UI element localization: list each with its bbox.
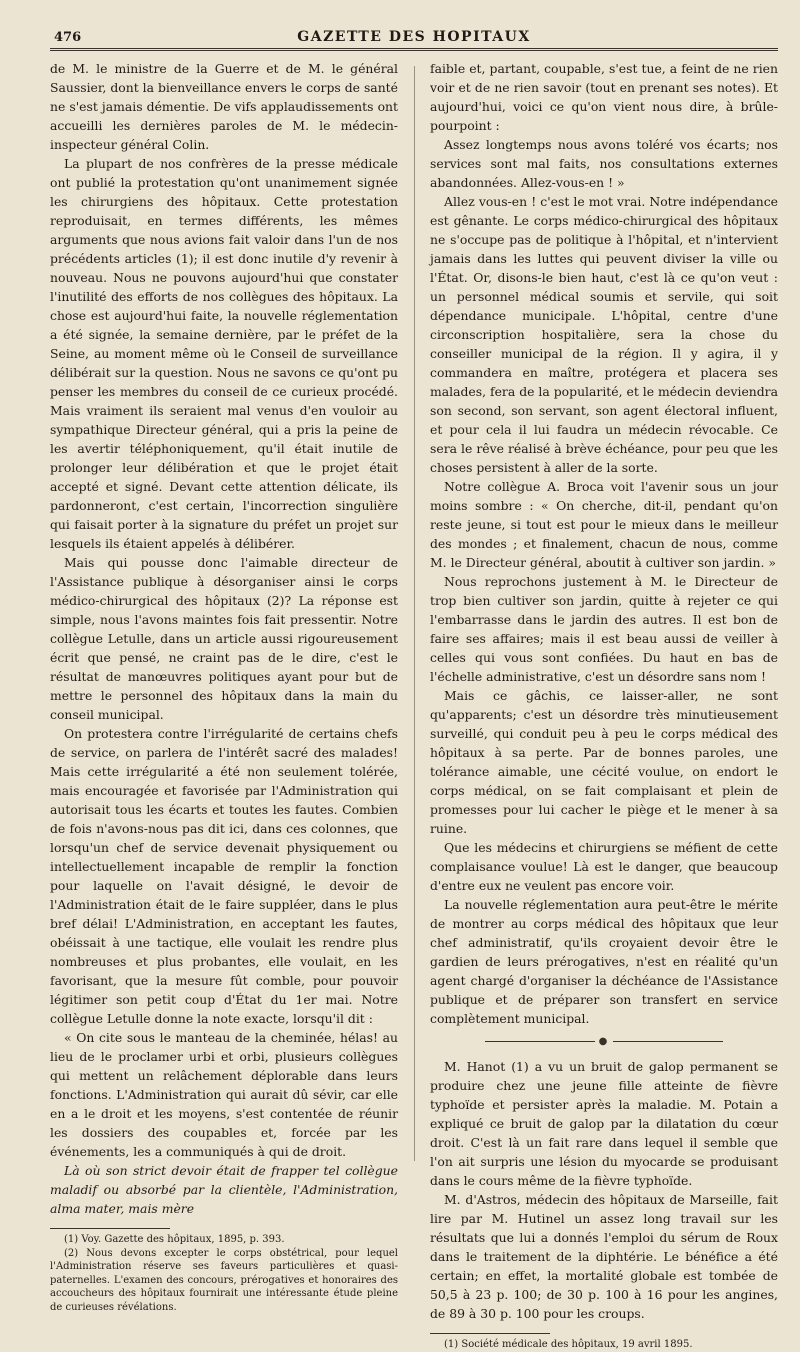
paragraph: Là où son strict devoir était de frapper tel collègue maladif ou absorbé par la clientèle, l'Administration, alma mater, mais mère (50, 1163, 398, 1216)
paragraph: Mais ce gâchis, ce laisser-aller, ne sont qu'apparents; c'est un désordre très minutieusement surveillé, qui conduit peu à peu le corps médical des hôpitaux à sa perte. Par de bonnes paroles, une tolérance aimable, une cécité voulue, on endort le corps médical, on se fait complaisant et plein de promesses pour lui cacher le piège et le mener à sa ruine. (430, 688, 778, 836)
running-head: GAZETTE DES HOPITAUX (297, 29, 531, 45)
paragraph: La nouvelle réglementation aura peut-être le mérite de montrer au corps médical des hôpitaux que leur chef administratif, qu'ils croyaient devoir être le gardien de leurs prérogatives, n'est en réalité qu'un agent chargé d'organiser la déchéance de l'Assistance publique et de préparer son transfert en service complètement municipal. (430, 897, 778, 1026)
paragraph: de M. le ministre de la Guerre et de M. le général Saussier, dont la bienveillance envers le corps de santé ne s'est jamais démentie. De vifs applaudissements ont accueilli les dernières paroles de M. le médecin-inspecteur général Colin. (50, 61, 398, 152)
paragraph: faible et, partant, coupable, s'est tue, a feint de ne rien voir et de ne rien savoir (tout en prenant ses notes). Et aujourd'hui, voici ce qu'on vient nous dire, à brûle-pourpoint : (430, 61, 778, 133)
footnote-rule (430, 1333, 550, 1334)
paragraph: « On cite sous le manteau de la cheminée, hélas! au lieu de le proclamer urbi et orbi, plusieurs collègues qui mettent un relâchement déplorable dans leurs fonctions. L'Administration qui aurait dû sévir, car elle en a le droit et les moyens, s'est contentée de réunir les dossiers des coupables et, forcée par les événements, les a communiqués à qui de droit. (50, 1030, 398, 1159)
paragraph: M. Hanot (1) a vu un bruit de galop permanent se produire chez une jeune fille atteinte de fièvre typhoïde et persister après la maladie. M. Potain a expliqué ce bruit de galop par la dilatation du cœur droit. C'est là un fait rare dans lequel il semble que l'on ait surpris une lésion du myocarde se produisant dans le cours même de la fièvre typhoïde. (430, 1059, 778, 1188)
header-rule (50, 48, 778, 49)
paragraph: Nous reprochons justement à M. le Directeur de trop bien cultiver son jardin, quitte à rejeter ce qui l'embarrasse dans le jardin des autres. Il est bon de faire ses affaires; mais il est beau aussi de veiller à celles qui vous sont confiées. Du haut en bas de l'échelle administrative, c'est un désordre sans nom ! (430, 574, 778, 684)
paragraph: Que les médecins et chirurgiens se méfient de cette complaisance voulue! Là est le danger, que beaucoup d'entre eux ne veulent pas encore voir. (430, 840, 778, 893)
page-header (50, 26, 778, 48)
section-separator: ● (430, 1032, 778, 1051)
page-number: 476 (54, 30, 82, 45)
paragraph: La plupart de nos confrères de la presse médicale ont publié la protestation qu'ont unanimement signée les chirurgiens des hôpitaux. Cette protestation reproduisait, en termes différents, les mêmes arguments que nous avions fait valoir dans l'un de nos précédents articles (1); il est donc inutile d'y revenir à nouveau. Nous ne pouvons aujourd'hui que constater l'inutilité des efforts de nos collègues des hôpitaux. La chose est aujourd'hui faite, la nouvelle réglementation a été signée, la semaine dernière, par le préfet de la Seine, au moment même où le Conseil de surveillance délibérait sur la question. Nous ne savons ce qu'ont pu penser les membres du conseil de ce curieux procédé. Mais vraiment ils seraient mal venus d'en vouloir au sympathique Directeur général, qui a pris la peine de les avertir téléphoniquement, qu'il était inutile de prolonger leur délibération et que le projet était accepté et signé. Devant cette attention délicate, ils pardonneront, c'est certain, l'incorrection singulière qui faisait porter à la signature du préfet un projet sur lesquels ils étaient appelés à délibérer. (50, 156, 398, 551)
paragraph: Mais qui pousse donc l'aimable directeur de l'Assistance publique à désorganiser ainsi le corps médico-chirurgical des hôpitaux (2)? La réponse est simple, nous l'avons maintes fois fait pressentir. Notre collègue Letulle, dans un article aussi rigoureusement écrit que pensé, ne craint pas de le dire, c'est le résultat de manœuvres politiques ayant pour but de mettre le personnel des hôpitaux dans la main du conseil municipal. (50, 555, 398, 722)
header-rule-thin (50, 50, 778, 51)
paragraph: On protestera contre l'irrégularité de certains chefs de service, on parlera de l'intérêt sacré des malades! Mais cette irrégularité a été non seulement tolérée, mais encouragée et favorisée par l'Administration qui autorisait tous les écarts et toutes les fautes. Combien de fois n'avons-nous pas dit ici, dans ces colonnes, que lorsqu'un chef de service devenait physiquement ou intellectuellement incapable de remplir la fonction pour laquelle on l'avait désigné, le devoir de l'Administration était de le faire suppléer, dans le plus bref délai! L'Administration, en acceptant les fautes, obéissait à une tactique, elle voulait les rendre plus nombreuses et plus probantes, elle voulait, en les favorisant, que la mesure fût comble, pour pouvoir légitimer son petit coup d'État du 1er mai. Notre collègue Letulle donne la note exacte, lorsqu'il dit : (50, 726, 398, 1026)
paragraph: M. d'Astros, médecin des hôpitaux de Marseille, fait lire par M. Hutinel un assez long travail sur les résultats que lui a donnés l'emploi du sérum de Roux dans le traitement de la diphtérie. Le bénéfice a été certain; en effet, la mortalité globale est tombée de 50,5 à 23 p. 100; de 30 p. 100 à 16 pour les angines, de 89 à 30 p. 100 pour les croups. (430, 1192, 778, 1321)
paragraph: Notre collègue A. Broca voit l'avenir sous un jour moins sombre : « On cherche, dit-il, pendant qu'on reste jeune, si tout est pour le mieux dans le meilleur des mondes ; et finalement, chacun de nous, comme M. le Directeur général, aboutit à cultiver son jardin. » (430, 479, 778, 570)
column-divider (414, 66, 415, 1161)
footnote-rule (50, 1228, 170, 1229)
paragraph: Allez vous-en ! c'est le mot vrai. Notre indépendance est gênante. Le corps médico-chirurgical des hôpitaux ne s'occupe pas de politique à l'hôpital, et n'intervient jamais dans les luttes qui peuvent diviser la ville ou l'État. Or, disons-le bien haut, c'est là ce qu'on veut : un personnel médical soumis et servile, qui soit dépendance municipale. L'hôpital, centre d'une circonscription hospitalière, sera la chose du conseiller municipal de la région. Il y agira, il y commandera en maître, protégera et placera ses malades, fera de la popularité, et le médecin deviendra son second, son servant, son agent électoral influent, et pour cela il lui faudra un médecin révocable. Ce sera le rêve réalisé à brève échéance, pour peu que les choses persistent à aller de la sorte. (430, 194, 778, 475)
right-column (430, 59, 778, 1352)
footnote: (1) Société médicale des hôpitaux, 19 avril 1895. (444, 1339, 693, 1350)
paragraph: Assez longtemps nous avons toléré vos écarts; nos services sont mal faits, nos consultations externes abandonnées. Allez-vous-en ! » (430, 137, 778, 190)
footnote: (1) Voy. Gazette des hôpitaux, 1895, p. 393. (64, 1234, 285, 1245)
footnote: (2) Nous devons excepter le corps obstétrical, pour lequel l'Administration réserve ses faveurs particulières et quasi-paternelles. L'examen des concours, prérogatives et honoraires des accoucheurs des hôpitaux fournirait une intéressante étude pleine de curieuses révélations. (50, 1247, 398, 1313)
left-column (50, 59, 398, 1352)
